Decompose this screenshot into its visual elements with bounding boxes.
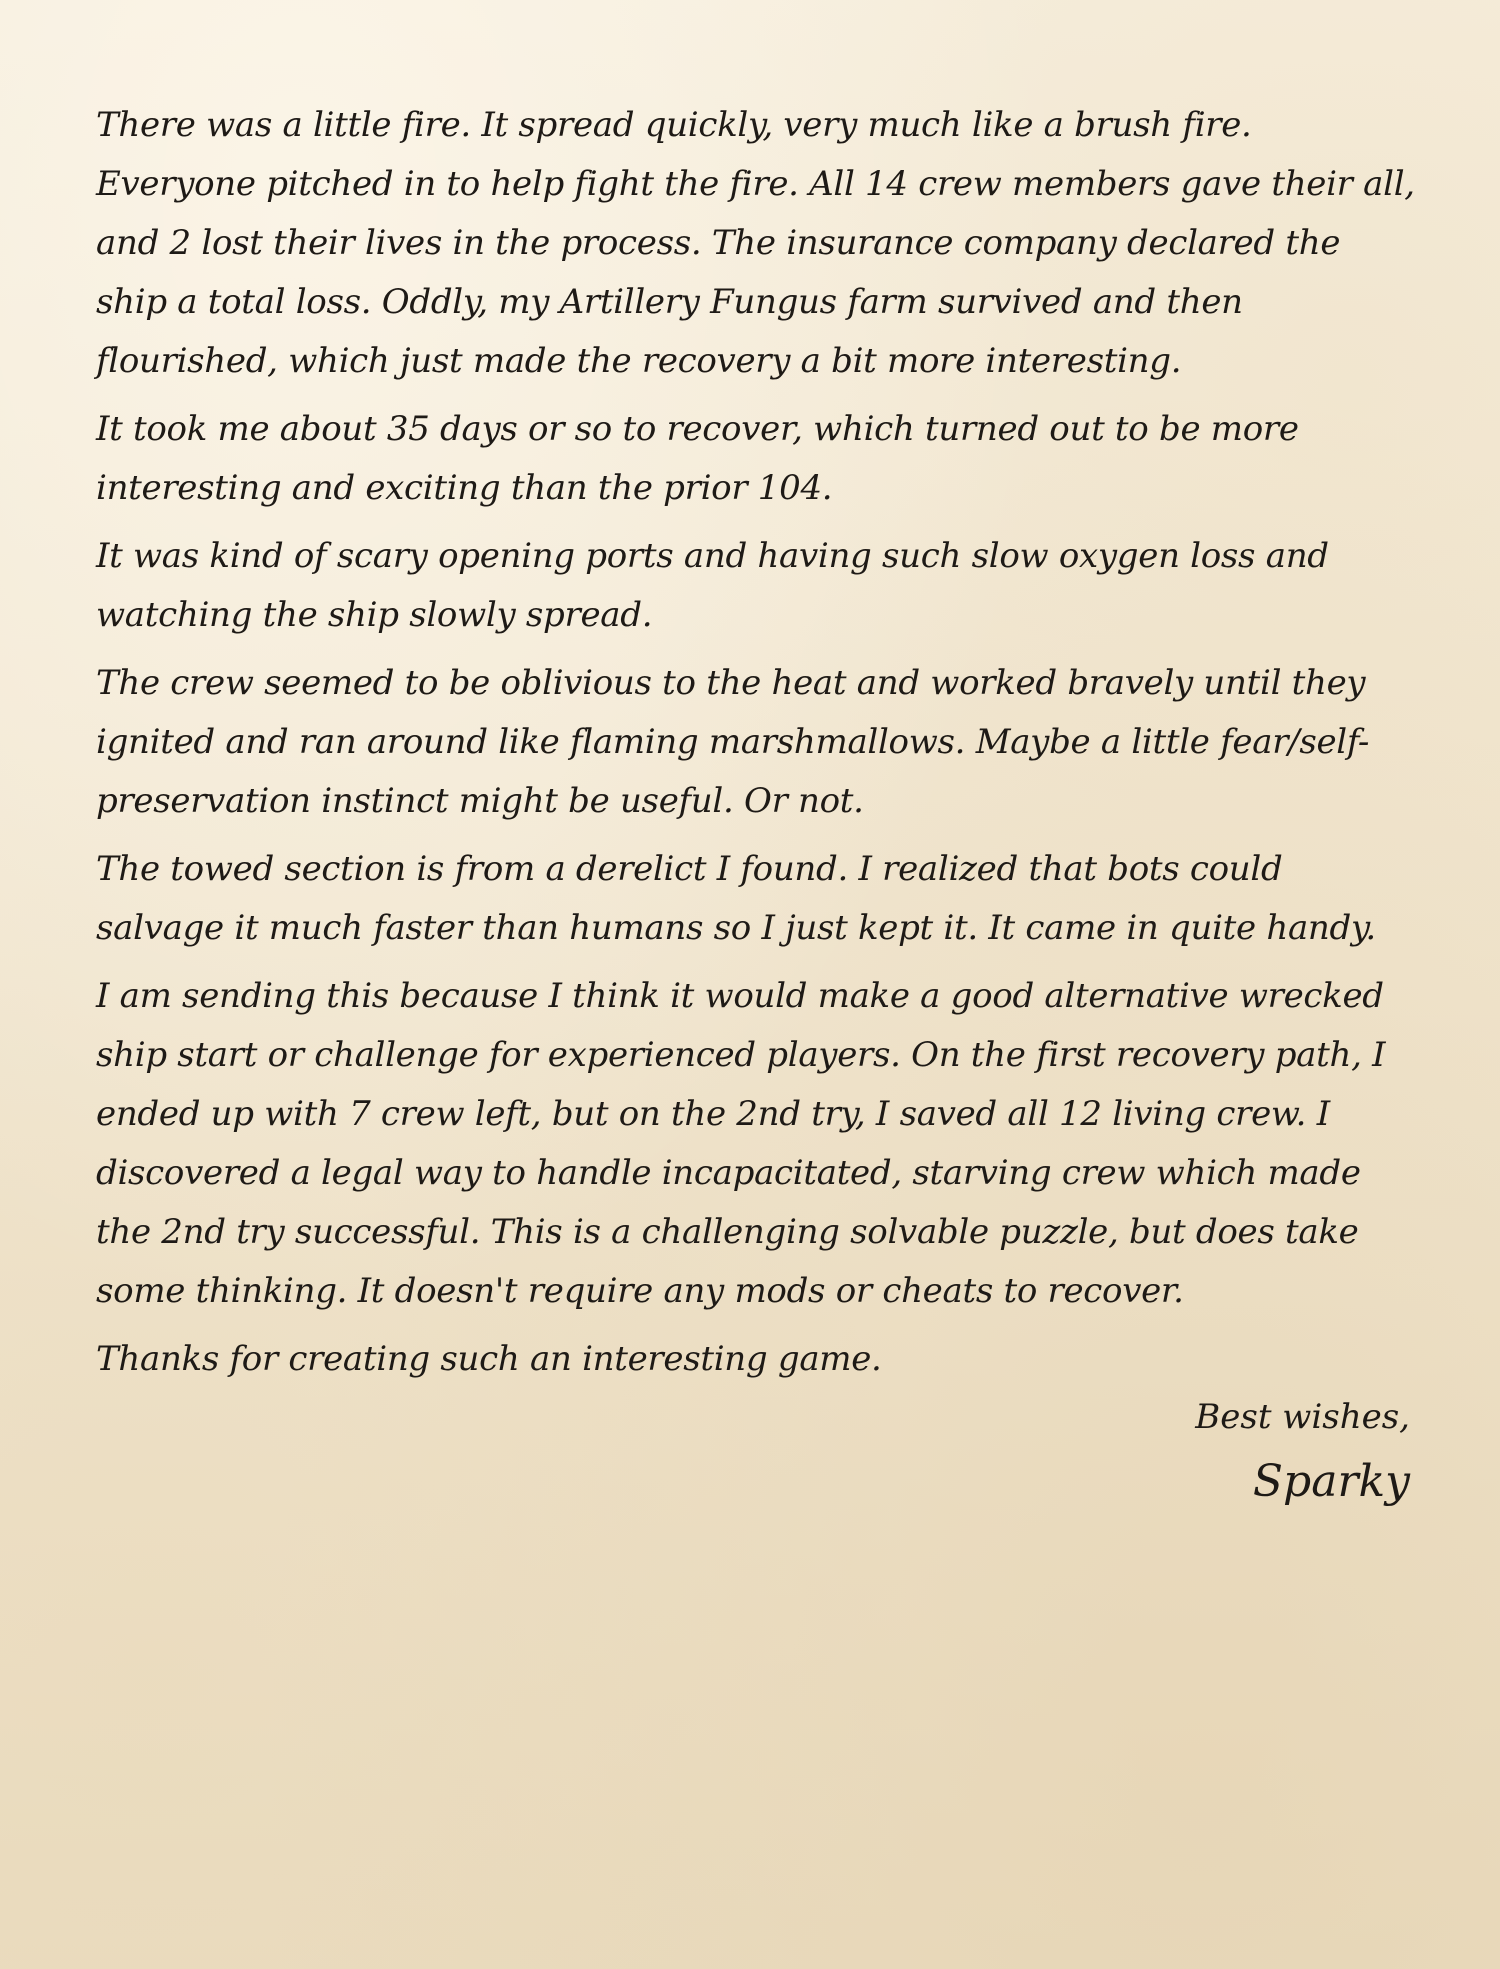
paragraph-1: There was a little fire. It spread quickly, very much like a brush fire. Everyone pitched in to help fight the fire. All 14 crew members gave their all, and 2 lost their lives in the process. The insurance company declared the ship a total loss. Oddly, my Artillery Fungus farm survived and then flourished, which just made the recovery a bit more interesting. (96, 105, 1415, 381)
letter-closing (1195, 1390, 1410, 1514)
paragraph-5: The towed section is from a derelict I found. I realized that bots could salvage it much faster than humans so I just kept it. It came in quite handy. (96, 849, 1376, 948)
paragraph-3: It was kind of scary opening ports and having such slow oxygen loss and watching the ship slowly spread. (96, 536, 1329, 635)
paragraph-6: I am sending this because I think it would make a good alternative wrecked ship start or challenge for experienced players. On the first recovery path, I ended up with 7 crew left, but on the 2nd try, I saved all 12 living crew. I discovered a legal way to handle incapacitated, starving crew which made the 2nd try successful. This is a challenging solvable puzzle, but does take some thinking. It doesn't require any mods or cheats to recover. (96, 976, 1386, 1311)
paragraph-4: The crew seemed to be oblivious to the heat and worked bravely until they ignited and ran around like flaming marshmallows. Maybe a little fear/self-preservation instinct might be useful. Or not. (96, 663, 1370, 821)
paragraph-2: It took me about 35 days or so to recover, which turned out to be more interesting and exciting than the prior 104. (96, 409, 1299, 508)
closing-text: Best wishes, (1195, 1397, 1410, 1437)
paragraph-7: Thanks for creating such an interesting game. (96, 1339, 882, 1379)
letter-body (96, 96, 1416, 1398)
signature: Sparky (1252, 1456, 1410, 1507)
